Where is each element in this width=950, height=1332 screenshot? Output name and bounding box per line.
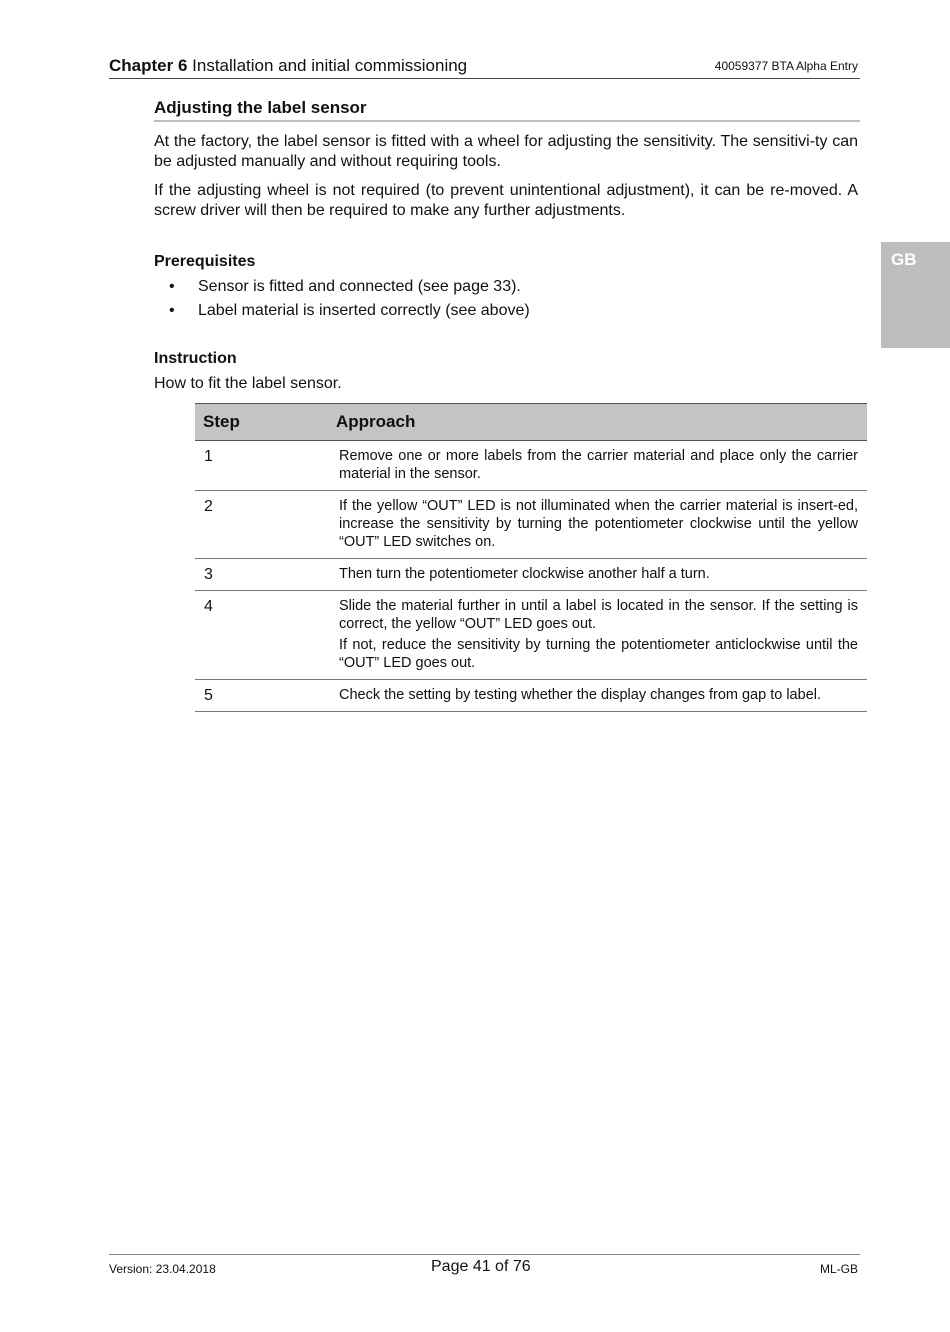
instruction-heading: Instruction [154,350,237,367]
table-row [195,559,867,591]
step-number: 1 [195,441,332,491]
page-footer [109,1254,860,1285]
bullet-icon: • [169,278,175,295]
language-tab-label: GB [891,250,917,269]
table-row [195,441,867,491]
prerequisites-heading: Prerequisites [154,253,256,270]
step-approach [332,491,867,559]
step-approach [332,591,867,680]
section-title: Adjusting the label sensor [154,98,860,122]
step-number: 5 [195,680,332,712]
chapter-title: Installation and initial commissioning [192,56,468,75]
approach-text: Then turn the potentiometer clockwise another half a turn. [339,566,710,582]
step-number: 3 [195,559,332,591]
chapter-heading [109,56,467,76]
approach-text: Slide the material further in until a label is located in the sensor. If the setting is correct, the yellow “OUT” LED goes out. [339,598,858,632]
list-item [154,277,530,301]
steps-table [195,403,867,712]
list-item-text: Label material is inserted correctly (see above) [198,302,530,319]
page-number: Page 41 of 76 [431,1258,531,1275]
removal-paragraph: If the adjusting wheel is not required (to prevent unintentional adjustment), it can be re-moved. A screw driver will then be required to make any further adjustments. [154,182,858,219]
prerequisites-list [154,277,530,325]
instruction-intro: How to fit the label sensor. [154,375,342,392]
step-number: 4 [195,591,332,680]
version-label: Version: 23.04.2018 [109,1262,216,1276]
approach-text: If not, reduce the sensitivity by turning the potentiometer anticlockwise until the “OUT” LED goes out. [339,637,858,671]
step-approach [332,680,867,712]
approach-text: If the yellow “OUT” LED is not illuminated when the carrier material is insert-ed, increase the sensitivity by turning the potentiometer clockwise until the yellow “OUT” LED switches on. [339,498,858,550]
bullet-icon: • [169,302,175,319]
column-header-step: Step [195,404,332,441]
column-header-approach: Approach [332,404,867,441]
chapter-label: Chapter 6 [109,56,188,75]
table-row [195,591,867,680]
document-id: 40059377 BTA Alpha Entry [714,59,858,73]
intro-paragraph: At the factory, the label sensor is fitted with a wheel for adjusting the sensitivity. The sensitivi-ty can be adjusted manually and without requiring tools. [154,133,858,170]
approach-text: Remove one or more labels from the carrier material and place only the carrier material in the sensor. [339,448,858,482]
table-header-row [195,404,867,441]
approach-text: Check the setting by testing whether the display changes from gap to label. [339,687,822,703]
language-tab [881,242,950,348]
list-item-text: Sensor is fitted and connected (see page 33). [198,278,521,295]
page-header [109,54,860,79]
step-approach [332,441,867,491]
table-row [195,491,867,559]
step-approach [332,559,867,591]
table-row [195,680,867,712]
step-number: 2 [195,491,332,559]
document-code: ML-GB [819,1262,858,1276]
list-item [154,301,530,325]
